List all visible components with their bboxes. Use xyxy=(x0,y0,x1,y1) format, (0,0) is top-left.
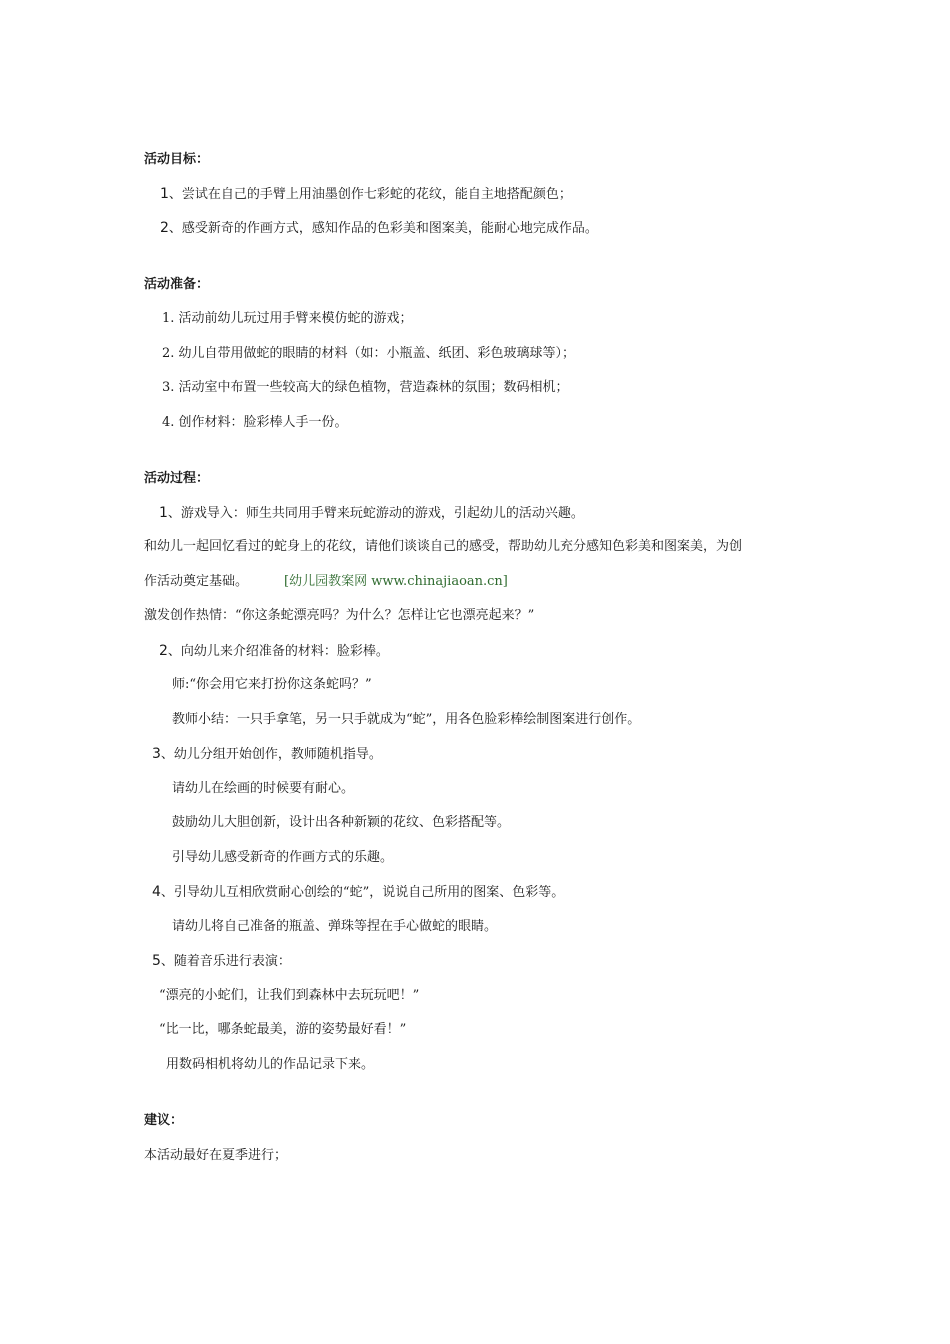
process-paragraph: 激发创作热情：“你这条蛇漂亮吗？为什么？怎样让它也漂亮起来？” xyxy=(144,608,535,623)
section-heading-prep: 活动准备： xyxy=(144,277,210,292)
site-watermark-link[interactable]: [幼儿园教案网 www.chinajiaoan.cn] xyxy=(284,574,508,589)
process-subitem: “比一比，哪条蛇最美，游的姿势最好看！” xyxy=(159,1022,407,1037)
step-text: 、随着音乐进行表演： xyxy=(160,954,291,969)
step-number: 3 xyxy=(152,746,161,762)
process-step xyxy=(159,505,584,522)
step-text: 、幼儿分组开始创作，教师随机指导。 xyxy=(160,747,382,762)
goal-item xyxy=(160,186,572,203)
prep-item: 1. 活动前幼儿玩过用手臂来模仿蛇的游戏； xyxy=(162,311,413,326)
step-text: 、向幼儿来介绍准备的材料：脸彩棒。 xyxy=(167,644,389,659)
section-heading-goals: 活动目标： xyxy=(144,152,210,167)
step-number: 4 xyxy=(152,884,161,900)
process-subitem: 师:“你会用它来打扮你这条蛇吗？” xyxy=(172,677,372,692)
goal-number: 2 xyxy=(160,220,169,236)
advice-text: 本活动最好在夏季进行； xyxy=(144,1148,288,1163)
section-heading-process: 活动过程： xyxy=(144,471,210,486)
process-step xyxy=(152,884,564,901)
process-subitem: 用数码相机将幼儿的作品记录下来。 xyxy=(166,1057,375,1072)
step-text: 、引导幼儿互相欣赏耐心创绘的“蛇”，说说自己所用的图案、色彩等。 xyxy=(160,885,565,900)
process-step xyxy=(152,746,382,763)
goal-text: 、尝试在自己的手臂上用油墨创作七彩蛇的花纹，能自主地搭配颜色； xyxy=(168,187,572,202)
process-step xyxy=(159,643,389,660)
step-number: 5 xyxy=(152,953,161,969)
process-step xyxy=(152,953,291,970)
process-subitem: 引导幼儿感受新奇的作画方式的乐趣。 xyxy=(172,850,394,865)
step-text: 、游戏导入：师生共同用手臂来玩蛇游动的游戏，引起幼儿的活动兴趣。 xyxy=(167,506,584,521)
process-subitem: 教师小结：一只手拿笔，另一只手就成为“蛇”，用各色脸彩棒绘制图案进行创作。 xyxy=(172,712,641,727)
prep-item: 2. 幼儿自带用做蛇的眼睛的材料（如：小瓶盖、纸团、彩色玻璃球等）； xyxy=(162,346,576,361)
process-subitem: “漂亮的小蛇们，让我们到森林中去玩玩吧！” xyxy=(159,988,420,1003)
section-heading-advice: 建议： xyxy=(144,1113,184,1128)
prep-item: 3. 活动室中布置一些较高大的绿色植物，营造森林的氛围；数码相机； xyxy=(162,380,569,395)
step-number: 2 xyxy=(159,643,168,659)
step-number: 1 xyxy=(159,505,168,521)
goal-item xyxy=(160,220,598,237)
prep-item: 4. 创作材料：脸彩棒人手一份。 xyxy=(162,415,348,430)
goal-text: 、感受新奇的作画方式，感知作品的色彩美和图案美，能耐心地完成作品。 xyxy=(168,221,598,236)
process-paragraph xyxy=(144,574,508,590)
process-subitem: 请幼儿将自己准备的瓶盖、弹珠等捏在手心做蛇的眼睛。 xyxy=(172,919,498,934)
process-subitem: 请幼儿在绘画的时候要有耐心。 xyxy=(172,781,355,796)
process-subitem: 鼓励幼儿大胆创新，设计出各种新颖的花纹、色彩搭配等。 xyxy=(172,815,511,830)
goal-number: 1 xyxy=(160,186,169,202)
process-paragraph: 和幼儿一起回忆看过的蛇身上的花纹，请他们谈谈自己的感受，帮助幼儿充分感知色彩美和图案美，为创 xyxy=(144,539,743,554)
paragraph-text: 作活动奠定基础。 xyxy=(144,574,249,589)
